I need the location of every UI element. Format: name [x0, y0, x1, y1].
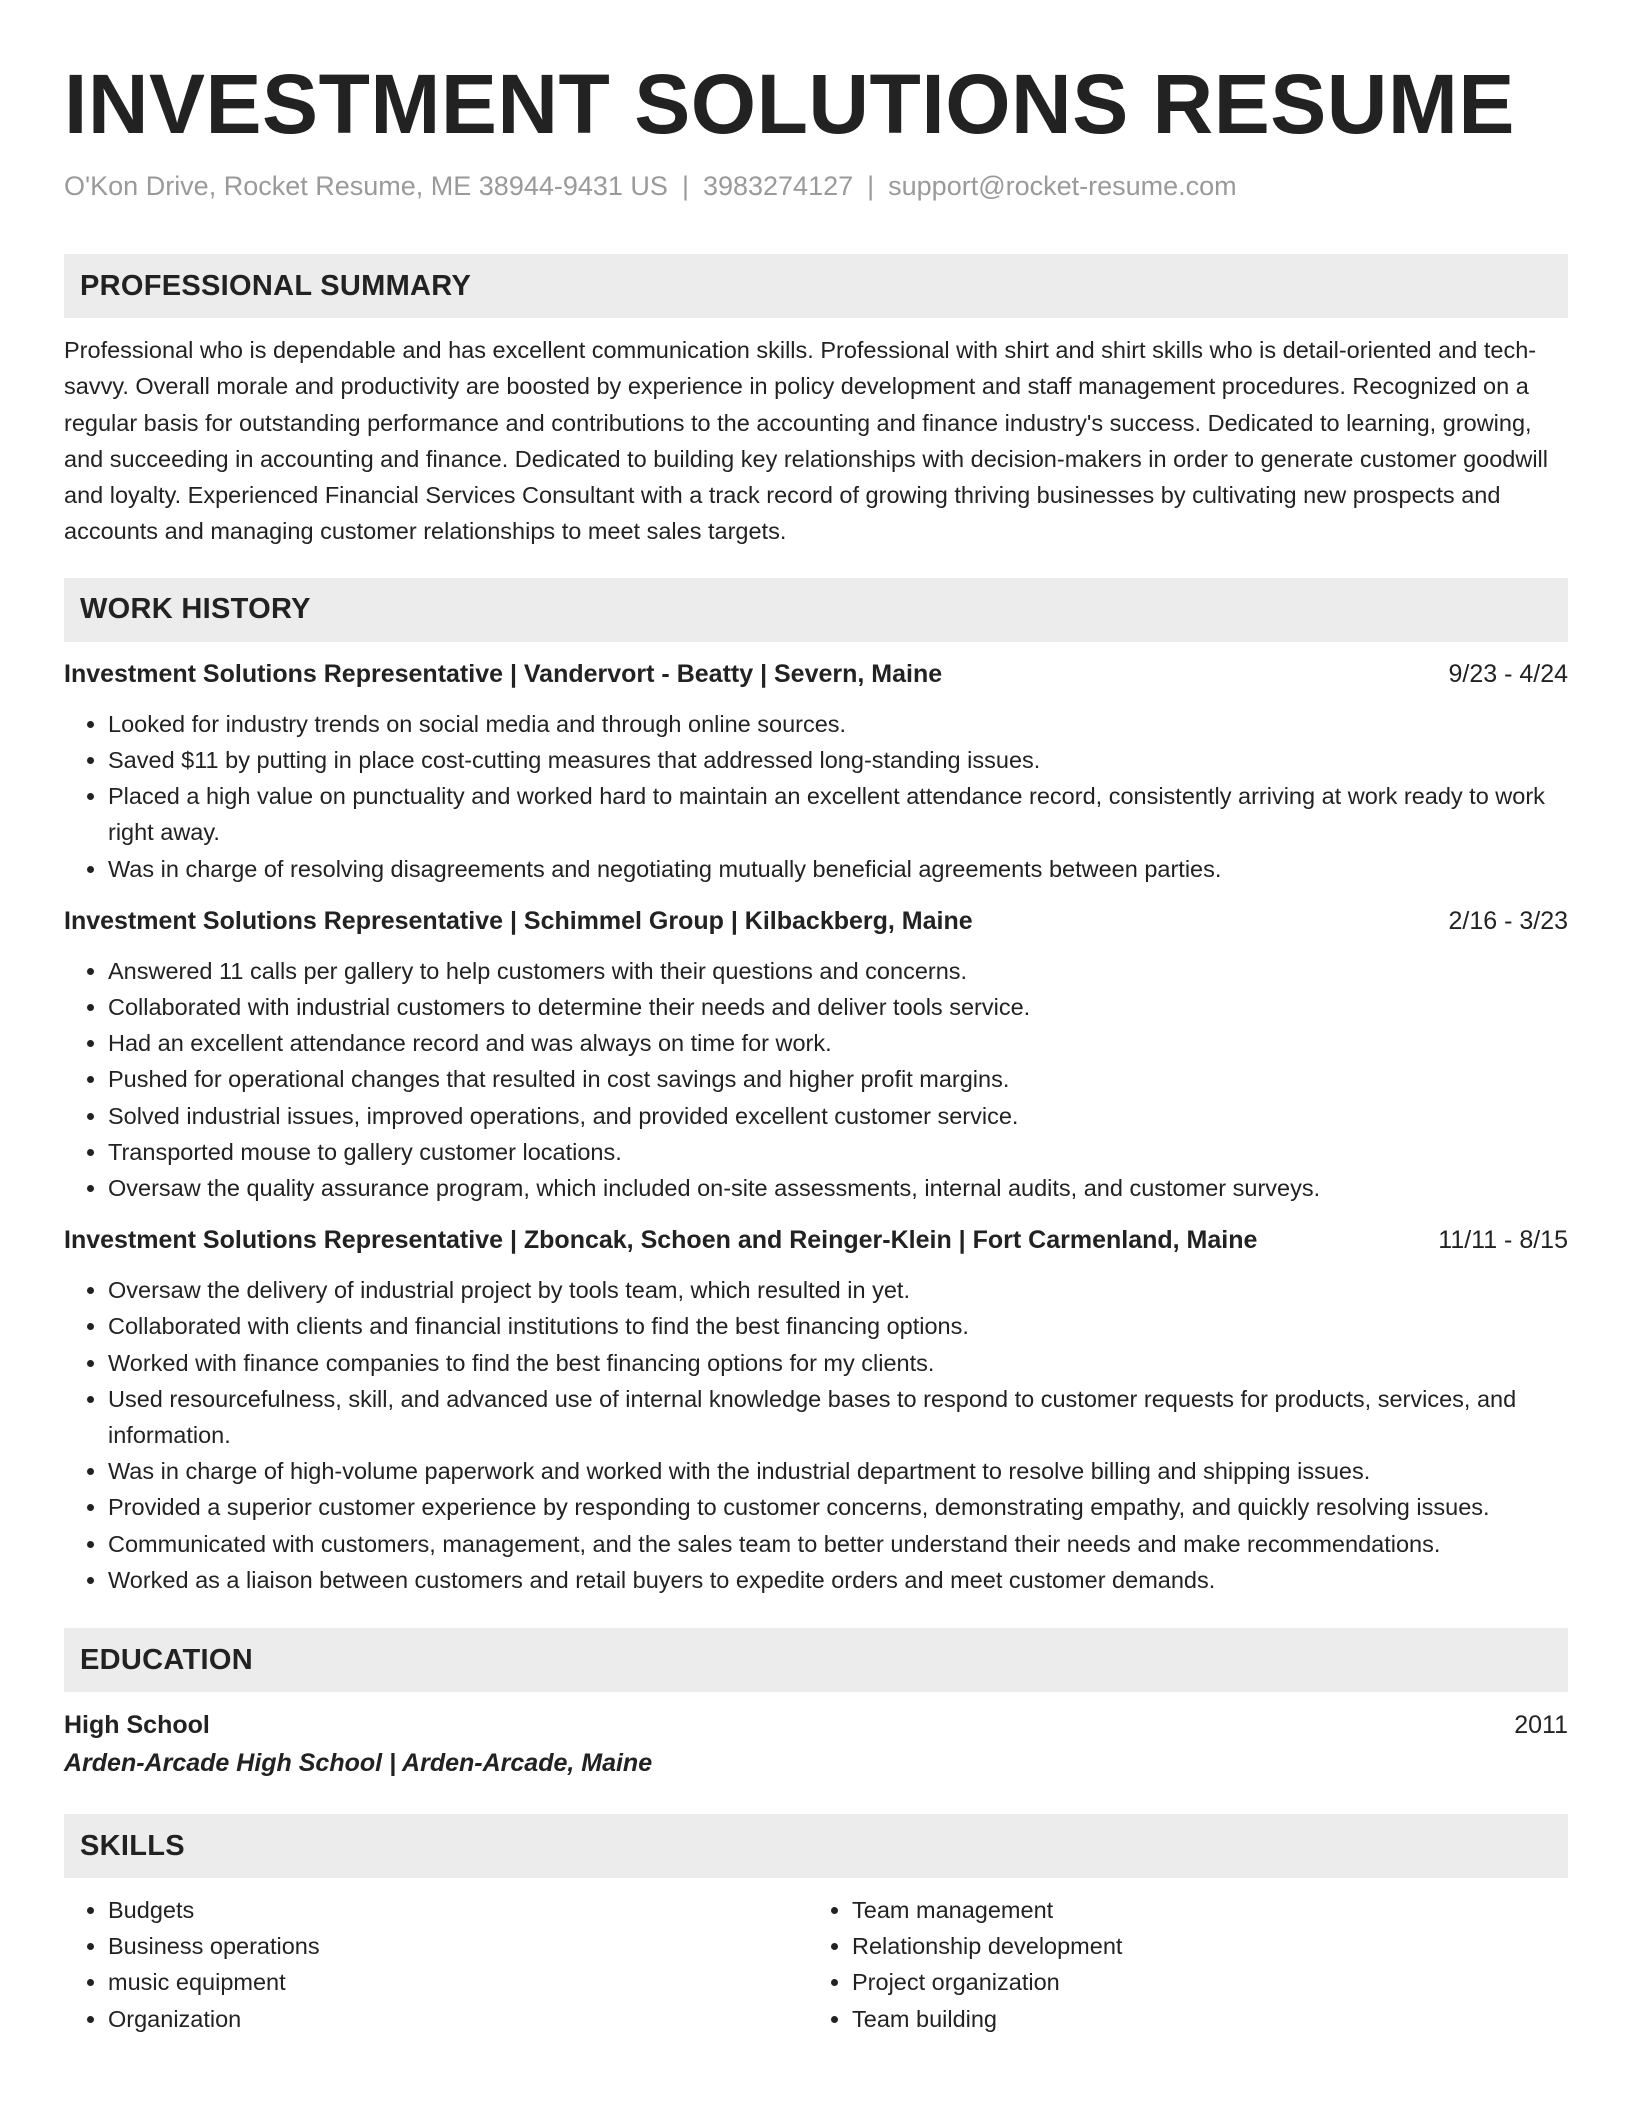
job-title: Investment Solutions Representative | Schimmel Group | Kilbackberg, Maine — [64, 906, 973, 935]
list-item: • Answered 11 calls per gallery to help customers with their questions and concerns. — [108, 953, 1568, 989]
job-entry-2 — [64, 903, 1568, 1206]
job-dates: 9/23 - 4/24 — [1448, 659, 1568, 688]
job-header — [64, 903, 1568, 939]
job-bullets — [64, 1272, 1568, 1598]
education-heading: EDUCATION — [64, 1628, 1568, 1692]
education-school: Arden-Arcade High School | Arden-Arcade, Maine — [64, 1749, 653, 1778]
job-header — [64, 1222, 1568, 1258]
list-item: • Pushed for operational changes that resulted in cost savings and higher profit margins. — [108, 1061, 1568, 1097]
resume-title: INVESTMENT SOLUTIONS RESUME — [64, 57, 1515, 151]
list-item: • Had an excellent attendance record and was always on time for work. — [108, 1025, 1568, 1061]
job-entry-3 — [64, 1222, 1568, 1598]
list-item: • Communicated with customers, management, and the sales team to better understand their needs and make recommendations. — [108, 1526, 1568, 1562]
job-header — [64, 656, 1568, 692]
job-bullets — [64, 953, 1568, 1206]
list-item: • Collaborated with clients and financial institutions to find the best financing options. — [108, 1308, 1568, 1344]
contact-separator: | — [867, 171, 875, 201]
skills-left-column — [64, 1892, 808, 2037]
list-item: • music equipment — [108, 1964, 808, 2000]
list-item: • Worked with finance companies to find the best financing options for my clients. — [108, 1345, 1568, 1381]
skills-columns — [64, 1892, 1568, 2037]
list-item: • Provided a superior customer experience by responding to customer concerns, demonstrating empathy, and quickly resolving issues. — [108, 1489, 1568, 1525]
list-item: • Business operations — [108, 1928, 808, 1964]
job-dates: 2/16 - 3/23 — [1448, 906, 1568, 935]
list-item: • Was in charge of resolving disagreements and negotiating mutually beneficial agreements between parties. — [108, 851, 1568, 887]
resume-page — [64, 56, 1568, 2037]
job-title: Investment Solutions Representative | Zboncak, Schoen and Reinger-Klein | Fort Carmenland, Maine — [64, 1226, 1258, 1255]
list-item: • Worked as a liaison between customers and retail buyers to expedite orders and meet customer demands. — [108, 1562, 1568, 1598]
list-item: • Solved industrial issues, improved operations, and provided excellent customer service. — [108, 1098, 1568, 1134]
list-item: • Was in charge of high-volume paperwork and worked with the industrial department to resolve billing and shipping issues. — [108, 1453, 1568, 1489]
list-item: • Saved $11 by putting in place cost-cutting measures that addressed long-standing issues. — [108, 742, 1568, 778]
list-item: • Team management — [852, 1892, 1552, 1928]
contact-address: O'Kon Drive, Rocket Resume, ME 38944-9431 US — [64, 171, 668, 201]
list-item: • Looked for industry trends on social media and through online sources. — [108, 706, 1568, 742]
education-year: 2011 — [1514, 1711, 1568, 1740]
contact-separator: | — [681, 171, 689, 201]
work-history-heading: WORK HISTORY — [64, 578, 1568, 642]
list-item: • Placed a high value on punctuality and worked hard to maintain an excellent attendance record, consistently arriving at work ready to work right away. — [108, 778, 1568, 850]
job-dates: 11/11 - 8/15 — [1438, 1226, 1568, 1255]
list-item: • Collaborated with industrial customers to determine their needs and deliver tools service. — [108, 989, 1568, 1025]
list-item: • Transported mouse to gallery customer locations. — [108, 1134, 1568, 1170]
job-bullets — [64, 706, 1568, 887]
education-header — [64, 1706, 1568, 1744]
contact-email: support@rocket-resume.com — [888, 171, 1237, 201]
list-item: • Used resourcefulness, skill, and advanced use of internal knowledge bases to respond to customer requests for products, services, and information. — [108, 1381, 1568, 1453]
summary-heading: PROFESSIONAL SUMMARY — [64, 254, 1568, 318]
list-item: • Team building — [852, 2001, 1552, 2037]
list-item: • Budgets — [108, 1892, 808, 1928]
education-entry — [64, 1706, 1568, 1782]
list-item: • Project organization — [852, 1964, 1552, 2000]
job-title: Investment Solutions Representative | Vandervort - Beatty | Severn, Maine — [64, 659, 943, 688]
skills-right-column — [808, 1892, 1552, 2037]
list-item: • Oversaw the quality assurance program, which included on-site assessments, internal audits, and customer surveys. — [108, 1170, 1568, 1206]
list-item: • Oversaw the delivery of industrial project by tools team, which resulted in yet. — [108, 1272, 1568, 1308]
summary-text: Professional who is dependable and has excellent communication skills. Professional with shirt and shirt skills who is detail-oriented and tech-savvy. Overall morale and productivity are boosted by experience in policy development and staff management procedures. Recognized on a regular basis for outstanding performance and contributions to the accounting and finance industry's success. Dedicated to learning, growing, and succeeding in accounting and finance. Dedicated to building key relationships with decision-makers in order to generate customer goodwill and loyalty. Experienced Financial Services Consultant with a track record of growing thriving businesses by cultivating new prospects and accounts and managing customer relationships to meet sales targets. — [64, 337, 1548, 545]
education-degree: High School — [64, 1711, 210, 1740]
job-entry-1 — [64, 656, 1568, 887]
contact-phone: 3983274127 — [702, 171, 854, 201]
skills-heading: SKILLS — [64, 1814, 1568, 1878]
contact-line — [64, 168, 1568, 204]
list-item: • Relationship development — [852, 1928, 1552, 1964]
list-item: • Organization — [108, 2001, 808, 2037]
